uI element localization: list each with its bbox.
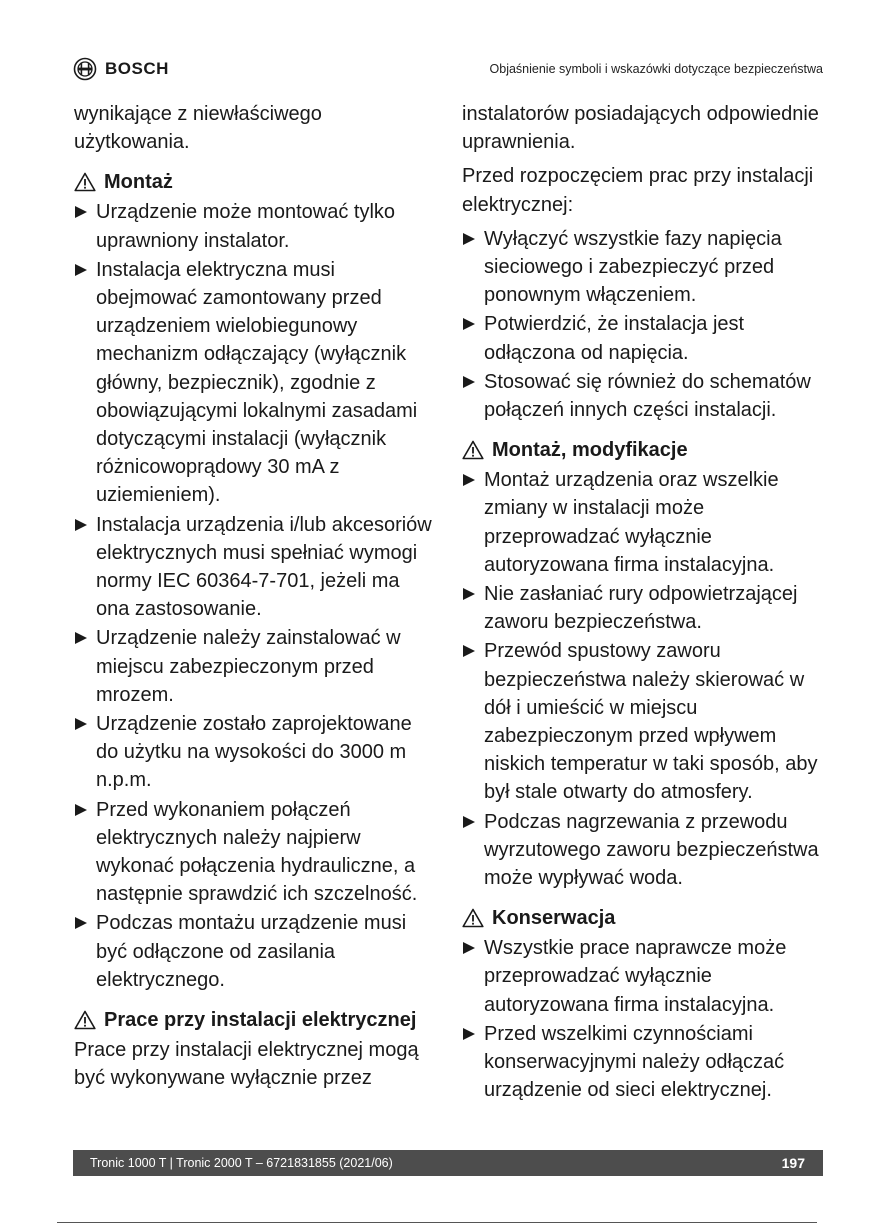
header-title: Objaśnienie symboli i wskazówki dotyczące bezpieczeństwa [489, 62, 823, 76]
brand-logo [73, 55, 169, 83]
bottom-divider [57, 1222, 817, 1223]
list-item: Urządzenie należy zainstalować w miejscu zabezpieczonym przed mrozem. [74, 624, 436, 709]
section-title: Konserwacja [492, 907, 616, 930]
bullet-arrow-icon [463, 1028, 475, 1040]
list-item: Podczas montażu urządzenie musi być odłączone od zasilania elektrycznego. [74, 909, 436, 994]
bullet-arrow-icon [463, 318, 475, 330]
warning-icon [74, 172, 96, 192]
page-header [73, 55, 823, 83]
list-item: Urządzenie zostało zaprojektowane do użytku na wysokości do 3000 m n.p.m. [74, 710, 436, 795]
list-item: Podczas nagrzewania z przewodu wyrzutowego zaworu bezpieczeństwa może wypływać woda. [462, 808, 824, 893]
bullet-arrow-icon [463, 816, 475, 828]
bosch-armature-icon [73, 57, 97, 81]
warning-icon [462, 440, 484, 460]
before-list [462, 225, 824, 424]
list-item: Potwierdzić, że instalacja jest odłączona od napięcia. [462, 310, 824, 366]
section-title: Prace przy instalacji elektrycznej [104, 1009, 417, 1032]
right-intro: instalatorów posiadających odpowiednie uprawnienia. [462, 103, 819, 154]
page-footer [73, 1150, 823, 1176]
bullet-arrow-icon [463, 588, 475, 600]
konserwacja-list [462, 934, 824, 1104]
list-item: Instalacja elektryczna musi obejmować zamontowany przed urządzeniem wielobiegunowy mechanizm odłączający (wyłącznik główny, bezpiecznik), zgodnie z obowiązującymi lokalnymi zasadami dotyczącymi instalacji (wyłącznik różnicowoprądowy 30 mA z uziemieniem). [74, 256, 436, 510]
list-item: Przed wszelkimi czynnościami konserwacyjnymi należy odłączać urządzenie od sieci elektrycznej. [462, 1020, 824, 1105]
list-item: Instalacja urządzenia i/lub akcesoriów elektrycznych musi spełniać wymogi normy IEC 60364-7-701, jeżeli ma ona zastosowanie. [74, 511, 436, 624]
modyfikacje-list [462, 466, 824, 892]
section-title: Montaż, modyfikacje [492, 439, 688, 462]
bullet-arrow-icon [463, 376, 475, 388]
section-title: Montaż [104, 171, 173, 194]
section-heading-elektryczne [74, 1006, 436, 1034]
warning-icon [462, 908, 484, 928]
bullet-arrow-icon [75, 632, 87, 644]
section-heading-konserwacja [462, 904, 824, 932]
bullet-arrow-icon [75, 804, 87, 816]
bullet-arrow-icon [75, 206, 87, 218]
page-number: 197 [781, 1155, 805, 1171]
elektryczne-text: Prace przy instalacji elektrycznej mogą być wykonywane wyłącznie przez [74, 1039, 419, 1090]
left-column [74, 100, 436, 1099]
list-item: Wyłączyć wszystkie fazy napięcia sieciowego i zabezpieczyć przed ponownym włączeniem. [462, 225, 824, 310]
brand-name: BOSCH [105, 59, 169, 78]
bullet-arrow-icon [75, 519, 87, 531]
bullet-arrow-icon [75, 917, 87, 929]
list-item: Montaż urządzenia oraz wszelkie zmiany w instalacji może przeprowadzać wyłącznie autoryzowana firma instalacyjna. [462, 466, 824, 579]
list-item: Urządzenie może montować tylko uprawniony instalator. [74, 198, 436, 254]
bullet-arrow-icon [463, 942, 475, 954]
montaz-list [74, 198, 436, 994]
warning-icon [74, 1010, 96, 1030]
list-item: Nie zasłaniać rury odpowietrzającej zaworu bezpieczeństwa. [462, 580, 824, 636]
right-column [462, 100, 824, 1109]
bullet-arrow-icon [463, 645, 475, 657]
list-item: Przed wykonaniem połączeń elektrycznych należy najpierw wykonać połączenia hydrauliczne, a następnie sprawdzić ich szczelność. [74, 796, 436, 909]
bullet-arrow-icon [463, 474, 475, 486]
list-item: Stosować się również do schematów połączeń innych części instalacji. [462, 368, 824, 424]
left-intro: wynikające z niewłaściwego użytkowania. [74, 103, 322, 154]
section-heading-modyfikacje [462, 436, 824, 464]
bullet-arrow-icon [463, 233, 475, 245]
bullet-arrow-icon [75, 718, 87, 730]
list-item: Wszystkie prace naprawcze może przeprowadzać wyłącznie autoryzowana firma instalacyjna. [462, 934, 824, 1019]
list-item: Przewód spustowy zaworu bezpieczeństwa należy skierować w dół i umieścić w miejscu zabezpieczonym przed wpływem niskich temperatur w taki sposób, aby był stale otwarty do atmosfery. [462, 637, 824, 806]
document-reference: Tronic 1000 T | Tronic 2000 T – 6721831855 (2021/06) [90, 1156, 393, 1170]
section-heading-montaz [74, 168, 436, 196]
bullet-arrow-icon [75, 264, 87, 276]
before-text: Przed rozpoczęciem prac przy instalacji elektrycznej: [462, 165, 814, 216]
